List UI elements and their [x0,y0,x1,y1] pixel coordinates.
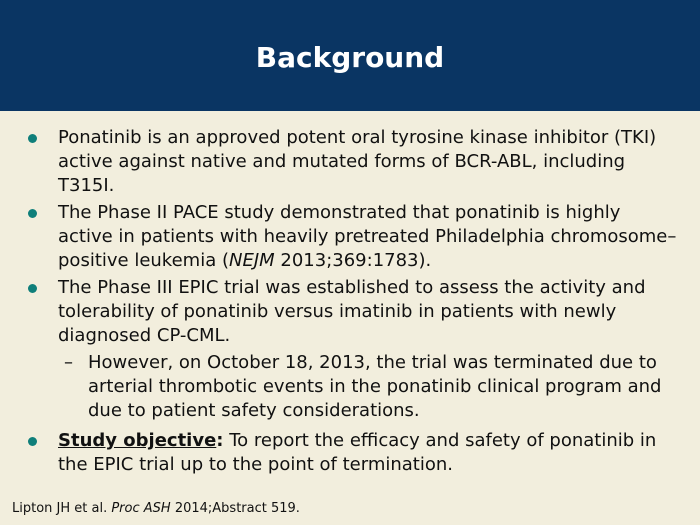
reference-journal: Proc ASH [111,501,171,516]
reference-footer [12,501,300,516]
citation-text: 2013;369:1783). [274,250,432,271]
bullet-text: Ponatinib is an approved potent oral tyrosine kinase inhibitor (TKI) active against native and mutated forms of BCR-ABL, including T315I. [58,127,657,196]
journal-name: NEJM [228,250,275,271]
bullet-dot-icon [28,134,37,143]
bullet-item-approval [0,126,700,198]
bullet-text: The Phase II PACE study demonstrated that ponatinib is highly active in patients with heavily pretreated Philadelphia chromosome–positive leukemia ( [58,202,677,271]
bullet-item-epic-trial [0,276,700,348]
bullet-dot-icon [28,437,37,446]
bullet-dot-icon [28,284,37,293]
bullet-list [0,126,700,480]
title-banner [0,0,700,111]
bullet-item-study-objective [0,429,700,477]
reference-authors: Lipton JH et al. [12,501,112,516]
sub-bullet-text: However, on October 18, 2013, the trial was terminated due to arterial thrombotic events in the ponatinib clinical program and due to patient safety considerations. [88,352,662,421]
reference-detail: 2014;Abstract 519. [170,501,300,516]
objective-colon: : [216,430,224,451]
bullet-item-pace-study [0,201,700,273]
dash-marker: – [64,352,73,373]
objective-label: Study objective [58,430,217,451]
slide-title: Background [255,41,445,74]
bullet-text: The Phase III EPIC trial was established to assess the activity and tolerability of ponatinib versus imatinib in patients with newly diagnosed CP-CML. [58,277,646,346]
objective-text: To report the efficacy and safety of ponatinib in the EPIC trial up to the point of termination. [58,430,657,475]
sub-bullet-termination [0,351,700,423]
bullet-dot-icon [28,209,37,218]
